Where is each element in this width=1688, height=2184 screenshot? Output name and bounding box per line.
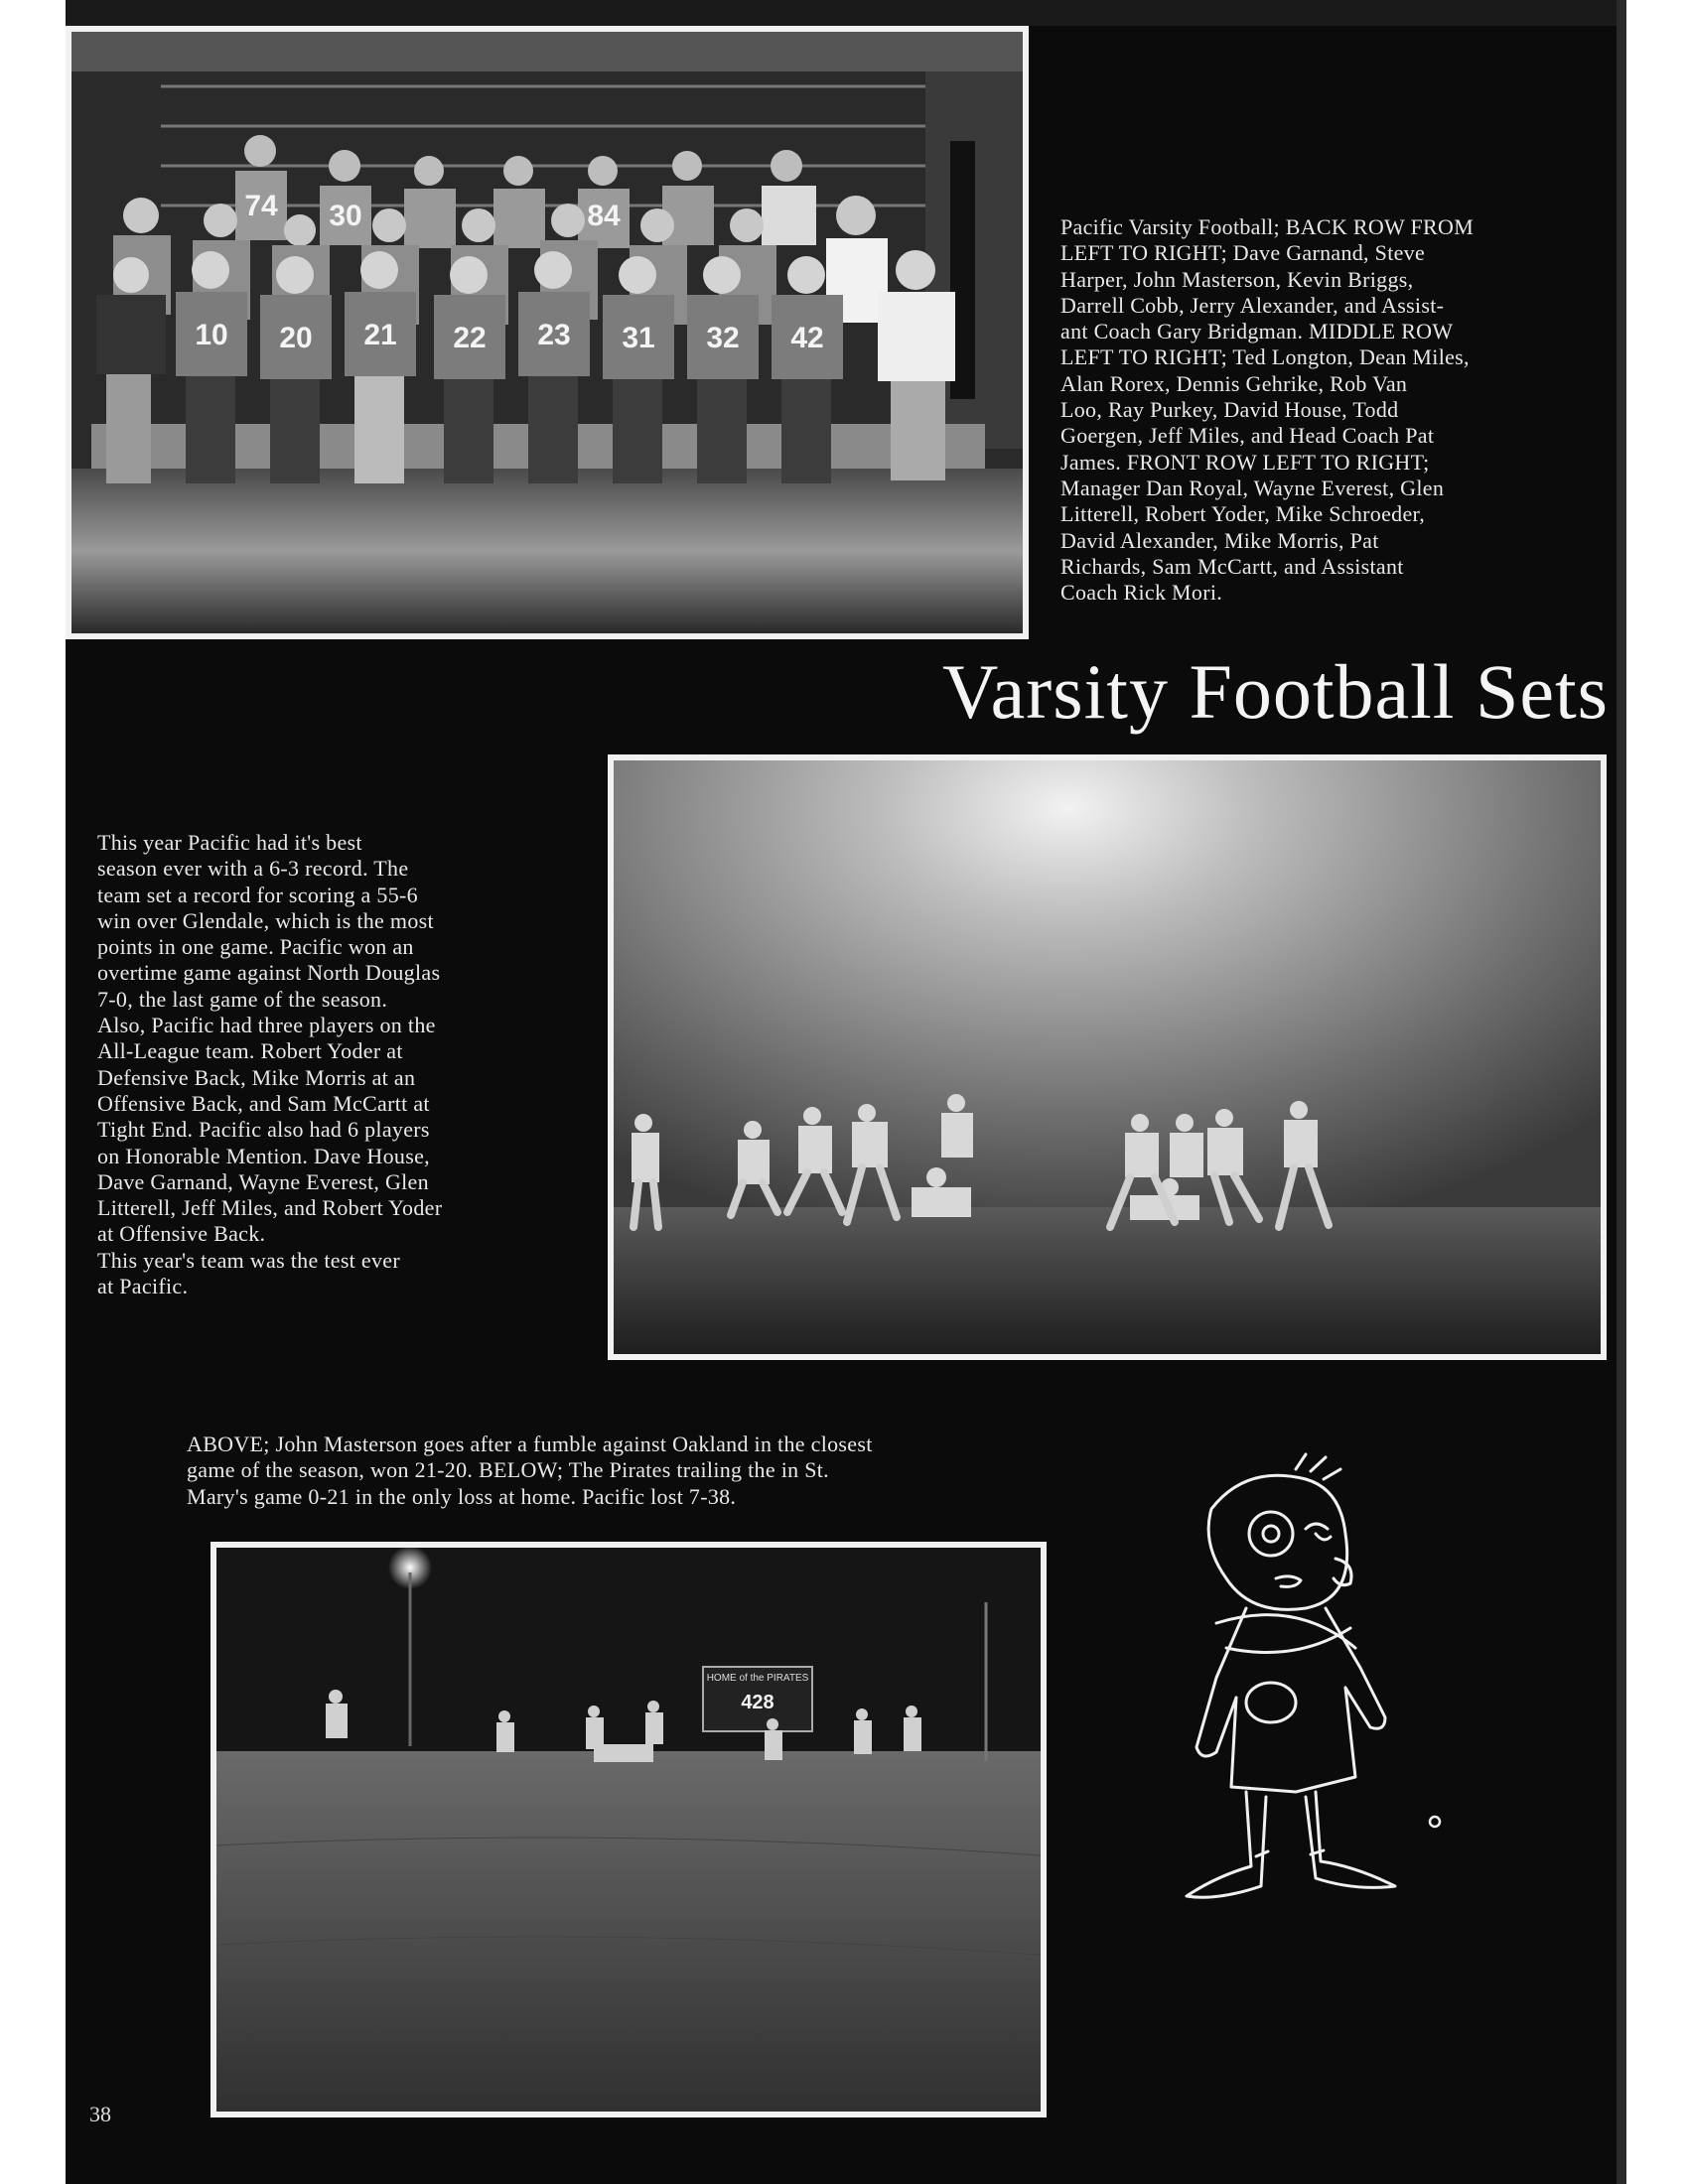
jersey-number: 20 <box>279 322 313 354</box>
scoreboard-text: HOME of the PIRATES <box>706 1673 809 1684</box>
right-page-edge <box>1617 0 1626 2184</box>
page-title: Varsity Football Sets <box>941 648 1609 735</box>
team-photo <box>66 26 1029 639</box>
game-photos-caption: ABOVE; John Masterson goes after a fumble against Oakland in the closest game of the season, won 21-20. BELOW; The Pirates trailing the in St. Mary's game 0-21 in the only loss at home. Pacific lost 7-38. <box>187 1432 873 1509</box>
top-edge-strip <box>66 0 1617 26</box>
jersey-number: 22 <box>453 322 487 354</box>
page-number: 38 <box>89 2102 111 2126</box>
fog-game-photo <box>608 754 1607 1360</box>
jersey-number: 74 <box>244 190 278 222</box>
jersey-number: 42 <box>790 322 824 354</box>
pirate-mascot-drawing <box>1157 1449 1455 1926</box>
night-game-photo <box>211 1542 1047 2117</box>
jersey-number: 32 <box>706 322 740 354</box>
jersey-number: 31 <box>622 322 655 354</box>
team-photo-caption: Pacific Varsity Football; BACK ROW FROM LEFT TO RIGHT; Dave Garnand, Steve Harper, John Masterson, Kevin Briggs, Darrell Cobb, Jerry Alexander, and Assist- ant Coach Gary Bridgman. MIDDLE ROW LEFT TO RIGHT; Ted Longton, Dean Miles, Alan Rorex, Dennis Gehrike, Rob Van Loo, Ray Purkey, David House, Todd Goergen, Jeff Miles, and Head Coach Pat James. FRONT ROW LEFT TO RIGHT; Manager Dan Royal, Wayne Everest, Glen Litterell, Robert Yoder, Mike Schroeder, David Alexander, Mike Morris, Pat Richards, Sam McCartt, and Assistant Coach Rick Mori. <box>1060 214 1475 606</box>
jersey-number: 21 <box>363 319 397 351</box>
season-story: This year Pacific had it's best season ever with a 6-3 record. The team set a record for scoring a 55-6 win over Glendale, which is the most points in one game. Pacific won an overtime game against North Douglas 7-0, the last game of the season. Also, Pacific had three players on the All-League team. Robert Yoder at Defensive Back, Mike Morris at an Offensive Back, and Sam McCartt at Tight End. Pacific also had 6 players on Honorable Mention. Dave House, Dave Garnand, Wayne Everest, Glen Litterell, Jeff Miles, and Robert Yoder at Offensive Back. This year's team was the test ever at Pacific. <box>97 830 443 1299</box>
jersey-number: 30 <box>329 200 362 232</box>
scoreboard-digits: 428 <box>741 1692 774 1713</box>
jersey-number: 10 <box>195 319 228 351</box>
jersey-number: 84 <box>587 200 621 232</box>
jersey-number: 23 <box>537 319 571 351</box>
